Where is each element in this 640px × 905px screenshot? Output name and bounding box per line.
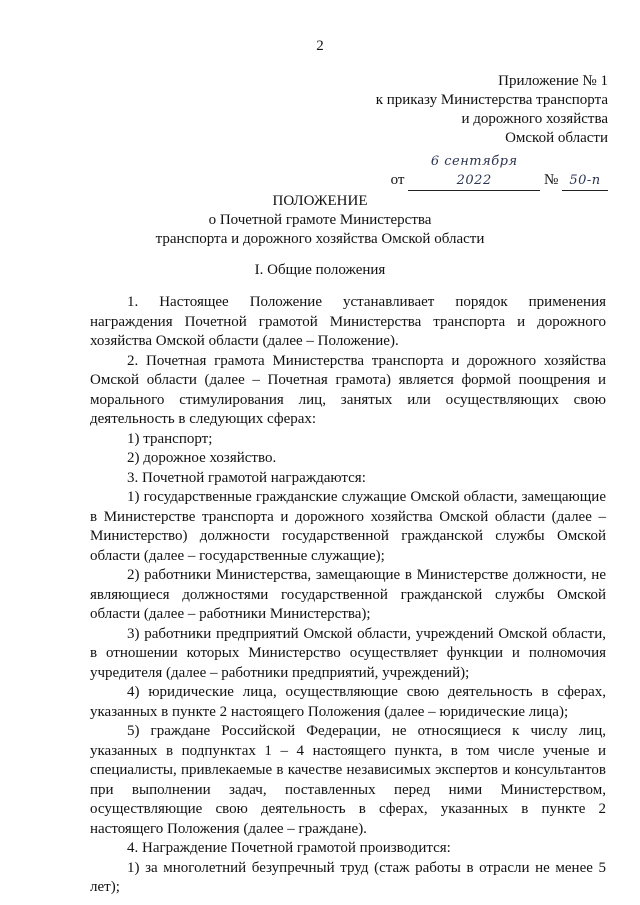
appendix-ministry-line: и дорожного хозяйства <box>461 111 608 127</box>
paragraph: 1. Настоящее Положение устанавливает порядок применения награждения Почетной грамотой Министерства транспорта и дорожного хозяйства Омской области (далее – Положение). <box>90 294 606 349</box>
document-title <box>0 192 640 249</box>
paragraph: 4) юридические лица, осуществляющие свою деятельность в сферах, указанных в пункте 2 настоящего Положения (далее – юридические лица); <box>90 684 606 720</box>
paragraph: 1) транспорт; <box>127 430 213 447</box>
title-heading: ПОЛОЖЕНИЕ <box>272 193 368 209</box>
paragraph: 5) граждане Российской Федерации, не относящиеся к числу лиц, указанных в подпунктах 1 – 4 настоящего пункта, в том числе ученые и специалисты, привлекаемые в качестве независимых экспертов и консультантов при выполнении задач, поставленных перед ними Министерством, осуществляющие свою деятельность в сферах, указанных в пункте 2 настоящего Положения (далее – граждане). <box>90 723 606 837</box>
page-number: 2 <box>316 38 324 54</box>
paragraph: 2. Почетная грамота Министерства транспорта и дорожного хозяйства Омской области (далее – Почетная грамота) является формой поощрения и морального стимулирования лиц, занятых или осуществляющих свою деятельность в следующих сферах: <box>90 352 606 427</box>
paragraph: 3) работники предприятий Омской области, учреждений Омской области, в отношении которых Министерство осуществляет функции и полномочия учредителя (далее – работники предприятий, учреждений); <box>90 625 606 681</box>
section-title: I. Общие положения <box>254 262 386 278</box>
paragraph: 2) работники Министерства, замещающие в Министерстве должности, не являющиеся должностями государственной гражданской службы Омской области (далее – работники Министерства); <box>90 567 606 622</box>
appendix-region-line: Омской области <box>505 130 608 146</box>
date-prefix: от <box>390 172 405 188</box>
appendix-title: Приложение № 1 <box>498 73 608 89</box>
appendix-block <box>376 72 608 191</box>
document-body <box>90 293 606 898</box>
title-ministry-line: транспорта и дорожного хозяйства Омской области <box>155 231 485 247</box>
handwritten-number: 50-п <box>562 171 608 191</box>
handwritten-date: 6 сентября 2022 <box>408 152 540 191</box>
paragraph: 3. Почетной грамотой награждаются: <box>127 469 366 486</box>
title-subject-line: о Почетной грамоте Министерства <box>208 212 432 228</box>
number-prefix: № <box>543 172 559 188</box>
paragraph: 4. Награждение Почетной грамотой производится: <box>127 840 451 856</box>
appendix-order-line: к приказу Министерства транспорта <box>375 92 608 108</box>
appendix-date-line <box>376 152 608 191</box>
paragraph: 2) дорожное хозяйство. <box>127 450 277 466</box>
paragraph: 1) за многолетний безупречный труд (стаж работы в отрасли не менее 5 лет); <box>90 859 606 895</box>
paragraph: 1) государственные гражданские служащие Омской области, замещающие в Министерстве транспорта и дорожного хозяйства Омской области (далее – Министерство) должности государственной гражданской службы Омской области (далее – государственные служащие); <box>90 489 606 564</box>
